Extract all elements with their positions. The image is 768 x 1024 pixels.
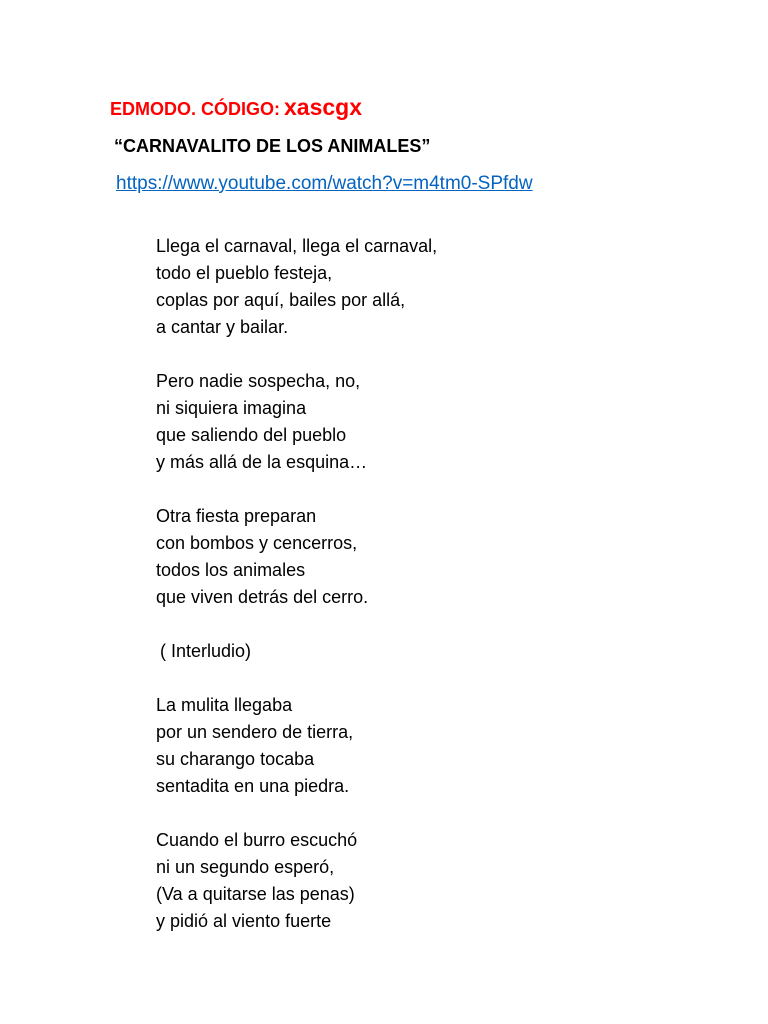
stanza-1	[156, 233, 716, 341]
lyric-line: Llega el carnaval, llega el carnaval,	[156, 236, 438, 256]
stanza-5	[156, 827, 716, 935]
stanza-2	[156, 368, 716, 476]
interlude-line: ( Interludio)	[160, 641, 252, 661]
lyric-line: y más allá de la esquina…	[156, 452, 368, 472]
edmodo-code-label: EDMODO. CÓDIGO:	[110, 99, 280, 119]
lyric-line: y pidió al viento fuerte	[156, 911, 332, 931]
lyric-line: por un sendero de tierra,	[156, 722, 354, 742]
youtube-link[interactable]: https://www.youtube.com/watch?v=m4tm0-SPfdw	[116, 173, 533, 194]
lyrics	[156, 233, 716, 962]
lyric-line: Cuando el burro escuchó	[156, 830, 358, 850]
lyric-line: (Va a quitarse las penas)	[156, 884, 355, 904]
lyric-line: ni un segundo esperó,	[156, 857, 335, 877]
lyric-line: que saliendo del pueblo	[156, 425, 347, 445]
song-title: “CARNAVALITO DE LOS ANIMALES”	[114, 136, 431, 156]
edmodo-code-line	[110, 94, 362, 121]
lyric-line: sentadita en una piedra.	[156, 776, 350, 796]
stanza-3	[156, 503, 716, 611]
lyric-line: Pero nadie sospecha, no,	[156, 371, 361, 391]
lyric-line: con bombos y cencerros,	[156, 533, 358, 553]
lyric-line: La mulita llegaba	[156, 695, 293, 715]
interlude	[156, 638, 716, 665]
stanza-4	[156, 692, 716, 800]
lyric-line: todos los animales	[156, 560, 306, 580]
lyric-line: coplas por aquí, bailes por allá,	[156, 290, 406, 310]
edmodo-code-value: xascgx	[284, 94, 363, 120]
lyric-line: ni siquiera imagina	[156, 398, 307, 418]
lyric-line: su charango tocaba	[156, 749, 315, 769]
lyric-line: a cantar y bailar.	[156, 317, 289, 337]
lyric-line: Otra fiesta preparan	[156, 506, 317, 526]
lyric-line: todo el pueblo festeja,	[156, 263, 333, 283]
lyric-line: que viven detrás del cerro.	[156, 587, 369, 607]
